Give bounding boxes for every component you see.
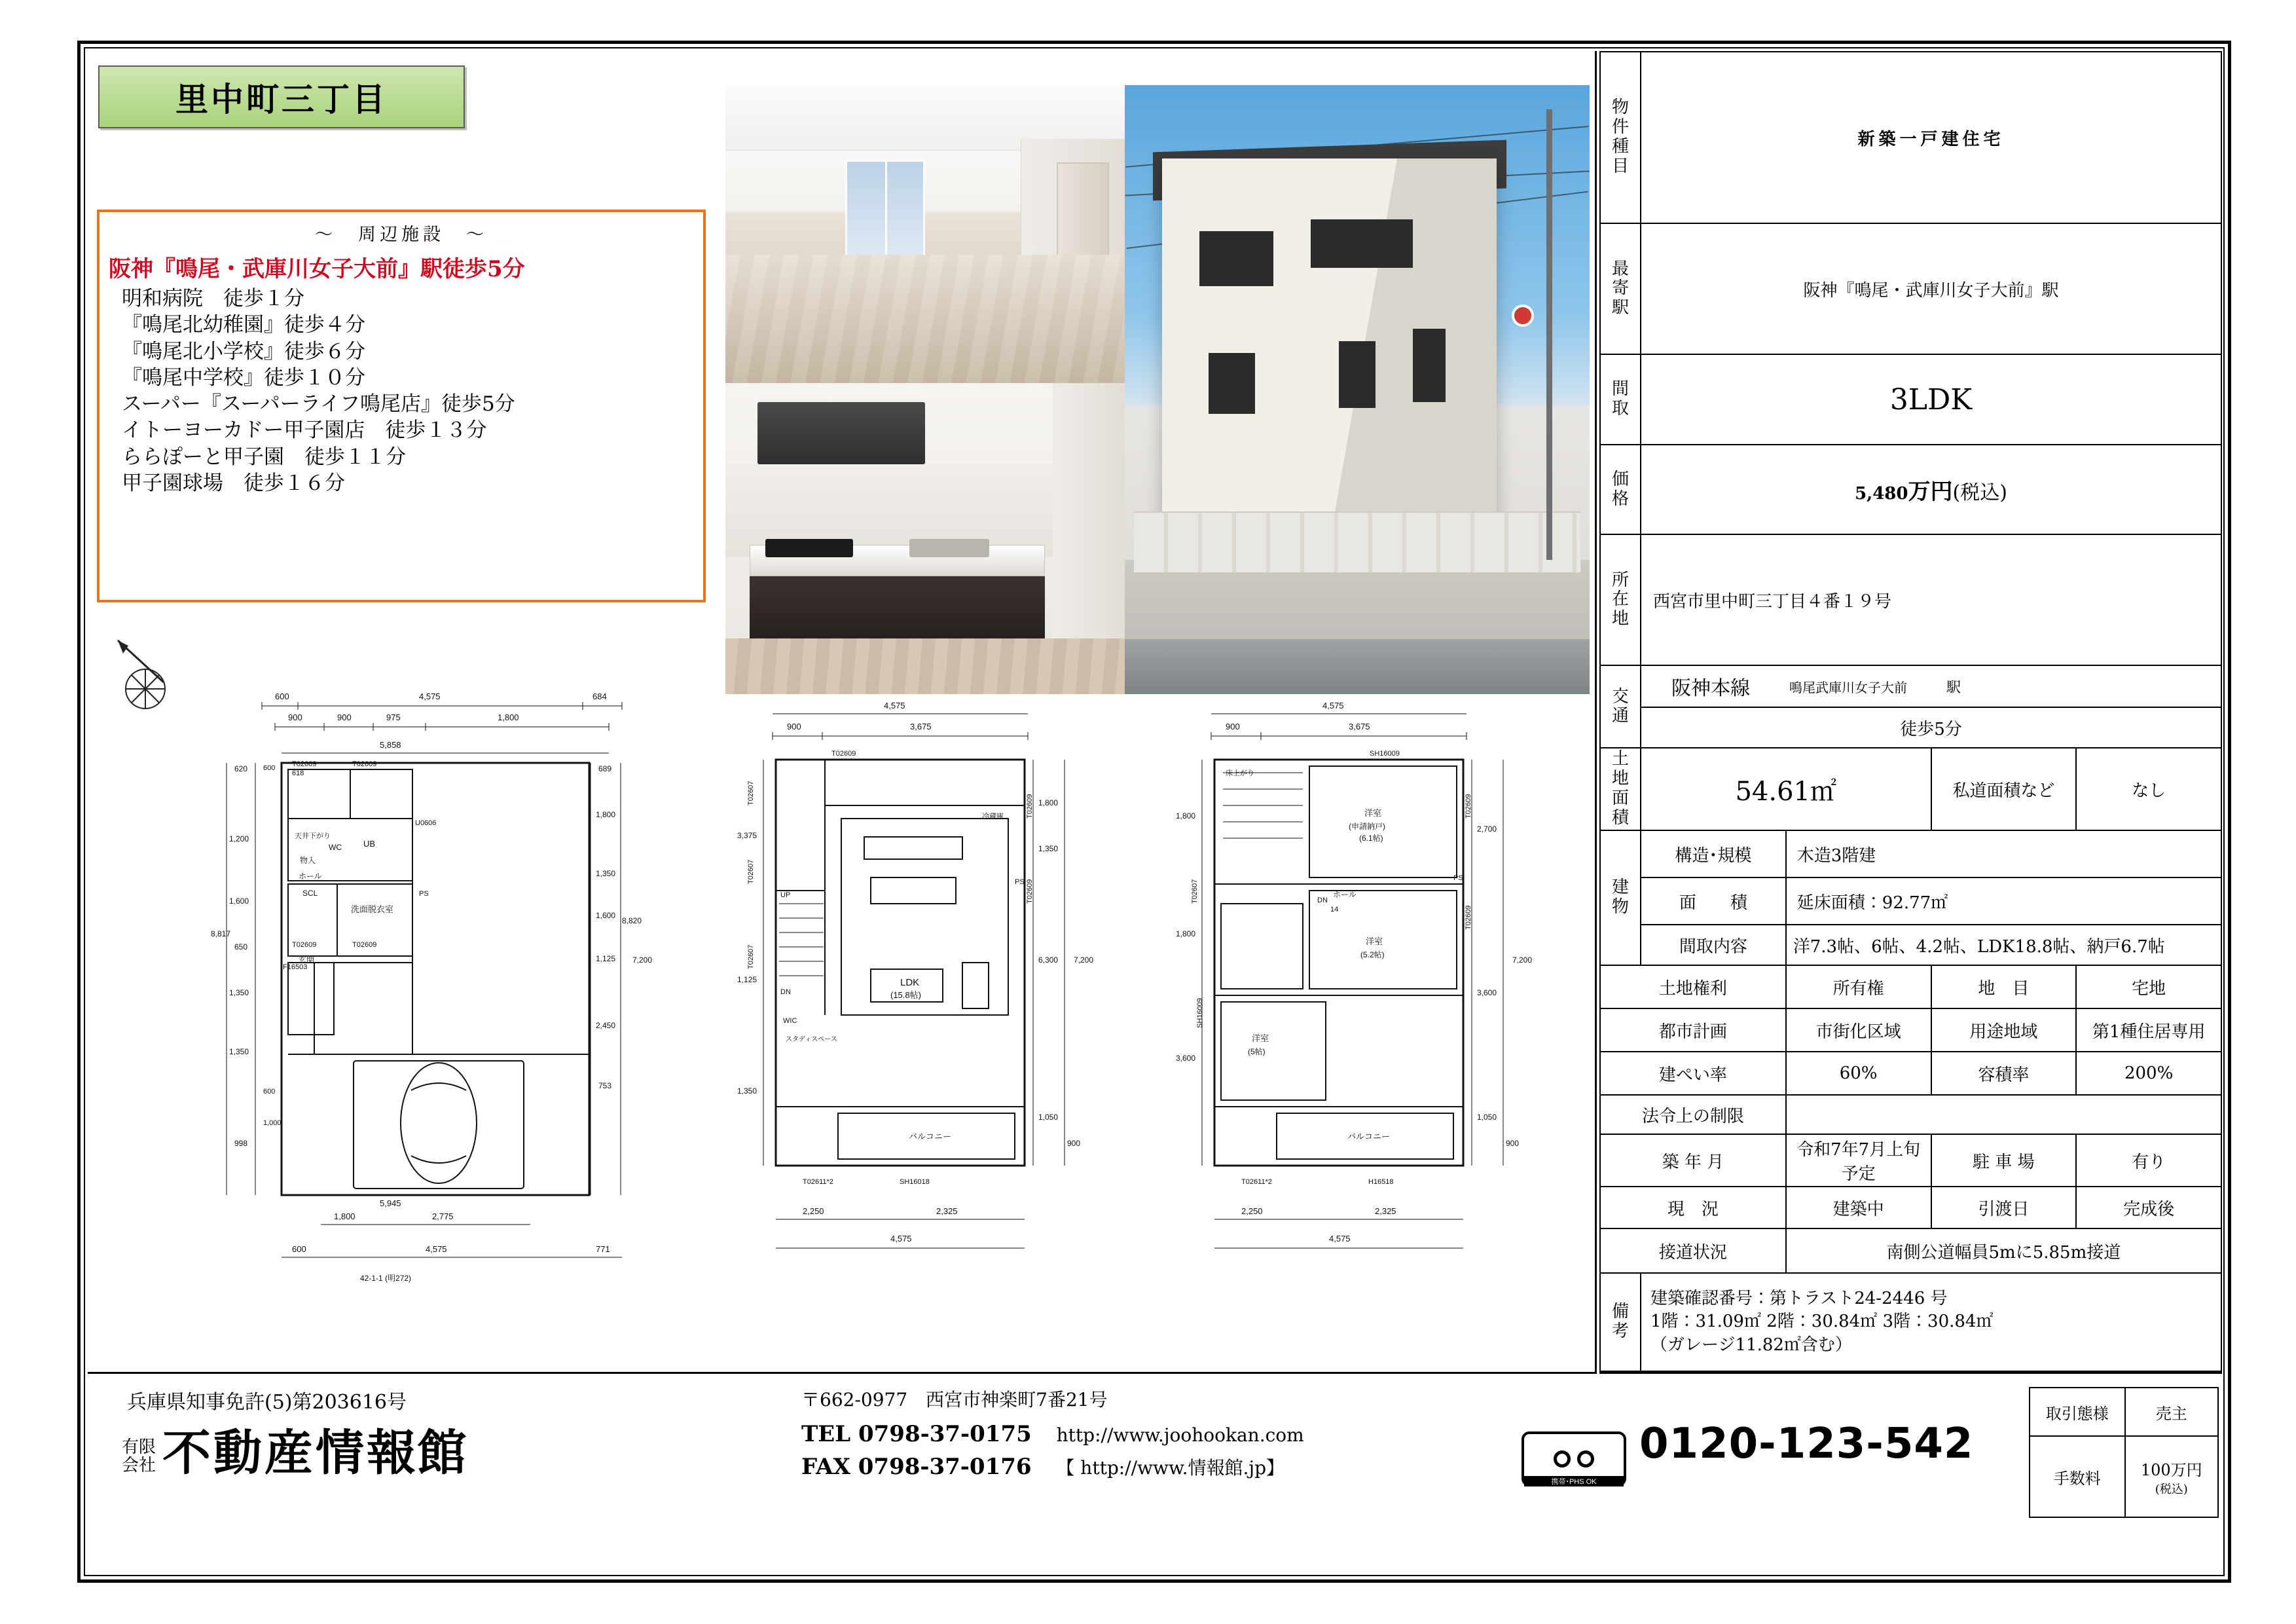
- svg-text:2,775: 2,775: [432, 1211, 454, 1221]
- svg-text:689: 689: [598, 764, 612, 773]
- property-title-badge: [98, 65, 465, 128]
- contact-block: [801, 1386, 1304, 1480]
- svg-text:4,575: 4,575: [426, 1244, 447, 1254]
- svg-text:1,800: 1,800: [596, 810, 616, 819]
- svg-text:冷蔵庫: 冷蔵庫: [982, 813, 1004, 821]
- svg-text:床上がり: 床上がり: [1226, 769, 1254, 777]
- svg-text:900: 900: [1067, 1139, 1081, 1148]
- facilities-list: [100, 286, 703, 496]
- fax-label: FAX: [801, 1454, 850, 1480]
- spec-label-access: 交通: [1600, 665, 1641, 748]
- spec-value-far: 200%: [2076, 1052, 2221, 1095]
- access-station-suffix: 駅: [1946, 679, 1961, 696]
- floorplan-3f: [1113, 688, 1545, 1264]
- svg-text:600: 600: [275, 692, 289, 701]
- svg-text:900: 900: [288, 712, 302, 722]
- svg-text:洋室: 洋室: [1252, 1033, 1269, 1043]
- list-item: 『鳴尾北幼稚園』徒歩４分: [122, 313, 365, 337]
- svg-text:3,600: 3,600: [1176, 1054, 1196, 1063]
- svg-text:1,125: 1,125: [737, 975, 757, 984]
- svg-text:UB: UB: [363, 839, 376, 849]
- svg-text:T02607: T02607: [747, 944, 755, 969]
- deal-type-value: 売主: [2125, 1388, 2218, 1436]
- svg-text:618: 618: [292, 769, 304, 777]
- svg-text:T02607: T02607: [747, 859, 755, 884]
- spec-label-rooms: 間取内容: [1641, 925, 1786, 965]
- svg-text:1,350: 1,350: [1038, 844, 1059, 853]
- footer: [88, 1374, 2222, 1574]
- floorplan-1f: [164, 688, 674, 1290]
- spec-value-rooms: 洋7.3帖、6帖、4.2帖、LDK18.8帖、納戸6.7帖: [1786, 925, 2221, 965]
- svg-text:684: 684: [592, 692, 607, 701]
- svg-text:T02609: T02609: [292, 760, 317, 768]
- spec-label-legal: 法令上の制限: [1600, 1095, 1786, 1134]
- spec-value-access-walk: 徒歩5分: [1641, 707, 2221, 748]
- spec-label-land: 土地面積: [1600, 748, 1641, 830]
- spec-value-build-date: 令和7年7月上旬予定: [1786, 1134, 1931, 1187]
- deal-info-table: [2029, 1387, 2219, 1518]
- floorplan-2f: [674, 688, 1106, 1264]
- table-row: [1600, 1273, 2221, 1371]
- deal-type-label: 取引態様: [2030, 1388, 2125, 1436]
- svg-text:650: 650: [234, 942, 248, 951]
- svg-text:998: 998: [234, 1139, 248, 1148]
- svg-text:620: 620: [234, 764, 248, 773]
- svg-text:2,450: 2,450: [596, 1021, 616, 1030]
- svg-text:1,600: 1,600: [596, 911, 616, 920]
- spec-label-area: 面 積: [1641, 877, 1786, 925]
- price-unit: 万円: [1908, 479, 1953, 506]
- spec-label-city-plan: 都市計画: [1600, 1008, 1786, 1052]
- list-item: イトーヨーカドー甲子園店 徒歩１３分: [122, 418, 487, 443]
- spec-value-city-plan: 市街化区域: [1786, 1008, 1931, 1052]
- spec-label-parking: 駐 車 場: [1931, 1134, 2077, 1187]
- spec-label-handover: 引渡日: [1931, 1187, 2077, 1228]
- plan-footnote: 42-1-1 (明272): [360, 1274, 412, 1283]
- svg-text:物入: 物入: [300, 856, 316, 865]
- table-row: [1600, 830, 2221, 877]
- svg-text:1,350: 1,350: [229, 988, 249, 997]
- table-row: [1600, 1052, 2221, 1095]
- company-prefix-line1: 有限: [122, 1437, 156, 1458]
- svg-text:PS: PS: [1453, 874, 1463, 882]
- svg-text:3,675: 3,675: [1349, 722, 1370, 731]
- company-name: 不動産情報館: [162, 1425, 469, 1481]
- svg-text:1,125: 1,125: [596, 954, 616, 963]
- svg-text:玄関: 玄関: [299, 955, 315, 965]
- svg-text:(申請納戸): (申請納戸): [1349, 822, 1385, 831]
- svg-text:14: 14: [1330, 906, 1339, 913]
- spec-value-land-right: 所有権: [1786, 965, 1931, 1008]
- spec-value-chimoku: 宅地: [2076, 965, 2221, 1008]
- exterior-photo: [1125, 85, 1590, 694]
- table-row: [1600, 1228, 2221, 1273]
- svg-text:WC: WC: [329, 843, 342, 852]
- fee-amount: 100万円: [2140, 1460, 2202, 1479]
- svg-text:ホール: ホール: [1333, 890, 1357, 899]
- remarks-line-3: （ガレージ11.82㎡含む）: [1650, 1335, 1852, 1355]
- spec-table: [1599, 51, 2222, 1372]
- svg-text:T02609: T02609: [352, 941, 377, 949]
- table-row: [1600, 1187, 2221, 1228]
- svg-text:771: 771: [596, 1244, 610, 1254]
- svg-text:PS: PS: [1015, 878, 1025, 886]
- svg-text:1,800: 1,800: [1176, 929, 1196, 938]
- svg-text:5,945: 5,945: [380, 1198, 401, 1208]
- svg-text:5,858: 5,858: [380, 740, 401, 750]
- svg-text:T02609: T02609: [831, 750, 856, 758]
- svg-text:3,675: 3,675: [910, 722, 932, 731]
- svg-text:T02607: T02607: [1191, 879, 1199, 904]
- spec-value-private-road: なし: [2076, 748, 2221, 830]
- fee-value: [2125, 1436, 2218, 1517]
- spec-value-type: 新築一戸建住宅: [1641, 52, 2221, 223]
- table-row: [1600, 748, 2221, 830]
- table-row: [1600, 707, 2221, 748]
- access-station: 鳴尾武庫川女子大前: [1789, 679, 1907, 695]
- svg-text:3,375: 3,375: [737, 831, 757, 840]
- svg-text:(6.1帖): (6.1帖): [1359, 834, 1383, 843]
- list-item: スーパー『スーパーライフ鳴尾店』徒歩5分: [122, 392, 515, 416]
- svg-text:WIC: WIC: [783, 1017, 797, 1025]
- spec-label-road: 接道状況: [1600, 1228, 1786, 1273]
- svg-text:900: 900: [1506, 1139, 1520, 1148]
- table-row: [1600, 665, 2221, 707]
- table-row: [1600, 877, 2221, 925]
- svg-text:8,817: 8,817: [211, 929, 231, 938]
- svg-text:753: 753: [598, 1081, 612, 1090]
- svg-text:1,800: 1,800: [1176, 811, 1196, 821]
- svg-text:1,350: 1,350: [737, 1086, 757, 1096]
- homepage-jp-link[interactable]: 【 http://www.情報館.jp】: [1056, 1457, 1285, 1479]
- svg-text:H16518: H16518: [1368, 1178, 1394, 1186]
- spec-value-address: 西宮市里中町三丁目４番１９号: [1641, 534, 2221, 665]
- svg-text:T02609: T02609: [292, 941, 317, 949]
- remarks-line-2: 1階：31.09㎡ 2階：30.84㎡ 3階：30.84㎡: [1650, 1312, 1994, 1332]
- table-row: [1600, 1134, 2221, 1187]
- spec-label-type: 物件種目: [1600, 52, 1641, 223]
- svg-text:1,050: 1,050: [1038, 1113, 1059, 1122]
- svg-text:洗面脱衣室: 洗面脱衣室: [351, 904, 394, 914]
- svg-text:1,800: 1,800: [334, 1211, 355, 1221]
- svg-text:SH16009: SH16009: [1370, 750, 1400, 758]
- svg-text:SH16018: SH16018: [900, 1178, 930, 1186]
- svg-text:T02609: T02609: [1465, 905, 1472, 930]
- svg-text:2,325: 2,325: [936, 1206, 958, 1216]
- svg-text:1,350: 1,350: [229, 1047, 249, 1056]
- svg-text:洋室: 洋室: [1366, 936, 1383, 946]
- fax-row: [801, 1454, 1304, 1480]
- svg-text:600: 600: [292, 1244, 306, 1254]
- spec-value-land: 54.61㎡: [1641, 748, 1931, 830]
- company-prefix: [122, 1439, 156, 1475]
- svg-text:T02609: T02609: [1026, 879, 1034, 904]
- svg-text:DN: DN: [780, 988, 791, 996]
- table-row: [1600, 1008, 2221, 1052]
- spec-label-station: 最寄駅: [1600, 223, 1641, 354]
- svg-text:1,800: 1,800: [1038, 798, 1059, 807]
- spec-value-layout: 3LDK: [1641, 354, 2221, 445]
- svg-text:1,050: 1,050: [1477, 1113, 1497, 1122]
- table-row: [1600, 223, 2221, 354]
- svg-text:2,700: 2,700: [1477, 824, 1497, 834]
- tel-label: TEL: [801, 1421, 851, 1447]
- svg-text:F16503: F16503: [283, 963, 308, 971]
- svg-text:1,200: 1,200: [229, 834, 249, 843]
- company-prefix-line2: 会社: [122, 1455, 156, 1475]
- svg-text:洋室: 洋室: [1364, 808, 1382, 818]
- svg-text:600: 600: [263, 764, 276, 772]
- table-row: [2030, 1388, 2218, 1436]
- spec-value-status: 建築中: [1786, 1187, 1931, 1228]
- table-row: [1600, 445, 2221, 535]
- spec-value-area: 延床面積：92.77㎡: [1786, 877, 2221, 925]
- table-row: [1600, 52, 2221, 223]
- spec-value-legal: [1786, 1095, 2221, 1134]
- list-item: 『鳴尾中学校』徒歩１０分: [122, 365, 365, 390]
- svg-text:U0606: U0606: [415, 819, 437, 827]
- license-number: 兵庫県知事免許(5)第203616号: [127, 1391, 407, 1414]
- spec-value-remarks: [1641, 1273, 2221, 1371]
- svg-text:UP: UP: [780, 891, 791, 899]
- svg-text:(5.2帖): (5.2帖): [1360, 950, 1385, 959]
- kitchen-photo: [725, 383, 1125, 694]
- svg-text:900: 900: [1226, 722, 1240, 731]
- svg-text:バルコニー: バルコニー: [909, 1132, 952, 1141]
- svg-text:1,800: 1,800: [498, 712, 519, 722]
- svg-text:ホール: ホール: [299, 872, 322, 881]
- svg-text:T02609: T02609: [352, 760, 377, 768]
- svg-text:1,000: 1,000: [263, 1119, 282, 1127]
- facilities-heading: ～ 周辺施設 ～: [315, 225, 488, 245]
- svg-text:T02609: T02609: [1465, 794, 1472, 819]
- svg-text:T02611*2: T02611*2: [803, 1178, 833, 1186]
- table-row: [1600, 534, 2221, 665]
- svg-text:1,350: 1,350: [596, 869, 616, 878]
- homepage-link[interactable]: http://www.joohookan.com: [1056, 1424, 1304, 1446]
- svg-text:(5帖): (5帖): [1248, 1047, 1266, 1056]
- svg-text:2,250: 2,250: [1241, 1206, 1263, 1216]
- company-name-block: [122, 1414, 469, 1484]
- svg-text:スタディスペース: スタディスペース: [786, 1036, 837, 1043]
- svg-text:8,820: 8,820: [622, 916, 642, 925]
- svg-text:3,600: 3,600: [1477, 988, 1497, 997]
- svg-text:LDK: LDK: [900, 977, 920, 988]
- table-row: [1600, 925, 2221, 965]
- living-room-photo: [725, 85, 1125, 383]
- spec-label-build-date: 築 年 月: [1600, 1134, 1786, 1187]
- svg-text:4,575: 4,575: [1329, 1234, 1351, 1244]
- property-title-text: 里中町三丁目: [175, 80, 388, 119]
- spec-value-road: 南側公道幅員5mに5.85m接道: [1786, 1228, 2221, 1273]
- specification-table: [1599, 51, 2222, 1374]
- svg-text:T02609: T02609: [1026, 794, 1034, 819]
- svg-text:600: 600: [263, 1088, 276, 1096]
- fee-tax: (税込): [2155, 1482, 2188, 1496]
- spec-label-far: 容積率: [1931, 1052, 2077, 1095]
- fee-label: 手数料: [2030, 1436, 2125, 1517]
- svg-text:4,575: 4,575: [1322, 701, 1344, 710]
- spec-label-remarks: 備 考: [1600, 1273, 1641, 1371]
- spec-label-status: 現 況: [1600, 1187, 1786, 1228]
- svg-text:4,575: 4,575: [419, 692, 441, 701]
- spec-label-building: 建物: [1600, 830, 1641, 965]
- access-railway: 阪神本線: [1671, 677, 1750, 701]
- svg-text:1,600: 1,600: [229, 896, 249, 906]
- free-dial-icon: [1522, 1431, 1626, 1486]
- table-row: [2030, 1436, 2218, 1517]
- spec-value-price: [1641, 445, 2221, 535]
- svg-text:天井下がり: 天井下がり: [295, 832, 331, 840]
- spec-label-chimoku: 地 目: [1931, 965, 2077, 1008]
- remarks-line-1: 建築確認番号：第トラスト24-2446 号: [1650, 1289, 1948, 1309]
- svg-text:6,300: 6,300: [1038, 955, 1059, 965]
- svg-text:SCL: SCL: [302, 889, 318, 898]
- list-item: 明和病院 徒歩１分: [122, 287, 304, 310]
- free-dial-glyph: [1554, 1450, 1594, 1467]
- svg-text:4,575: 4,575: [890, 1234, 912, 1244]
- spec-value-bcr: 60%: [1786, 1052, 1931, 1095]
- price-number: 5,480: [1855, 484, 1908, 504]
- svg-text:2,325: 2,325: [1375, 1206, 1396, 1216]
- spec-label-private-road: 私道面積など: [1931, 748, 2077, 830]
- company-address: 〒662-0977 西宮市神楽町7番21号: [801, 1389, 1108, 1411]
- tel-number: 0798-37-0175: [858, 1421, 1032, 1447]
- svg-text:(15.8帖): (15.8帖): [890, 990, 921, 1000]
- spec-value-handover: 完成後: [2076, 1187, 2221, 1228]
- svg-text:T02611*2: T02611*2: [1241, 1178, 1272, 1186]
- svg-text:900: 900: [337, 712, 352, 722]
- spec-label-land-right: 土地権利: [1600, 965, 1786, 1008]
- spec-label-structure: 構造･規模: [1641, 830, 1786, 877]
- list-item: 『鳴尾北小学校』徒歩６分: [122, 339, 365, 363]
- svg-text:PS: PS: [419, 890, 429, 898]
- list-item: 甲子園球場 徒歩１６分: [122, 471, 345, 496]
- svg-text:DN: DN: [1317, 896, 1328, 904]
- svg-text:7,200: 7,200: [1074, 955, 1094, 965]
- spec-label-use-district: 用途地域: [1931, 1008, 2077, 1052]
- svg-text:T02607: T02607: [747, 781, 755, 805]
- list-item: ららぽーと甲子園 徒歩１１分: [122, 445, 406, 469]
- spec-value-structure: 木造3階建: [1786, 830, 2221, 877]
- spec-value-use-district: 第1種住居専用: [2076, 1008, 2221, 1052]
- svg-text:7,200: 7,200: [632, 955, 653, 965]
- svg-text:2,250: 2,250: [803, 1206, 824, 1216]
- spec-label-layout: 間取: [1600, 354, 1641, 445]
- svg-text:4,575: 4,575: [884, 701, 905, 710]
- price-tax: (税込): [1952, 481, 2007, 505]
- table-row: [1600, 1095, 2221, 1134]
- svg-text:900: 900: [787, 722, 801, 731]
- svg-text:7,200: 7,200: [1512, 955, 1533, 965]
- spec-label-bcr: 建ぺい率: [1600, 1052, 1786, 1095]
- phs-caption: 携帯･PHS OK: [1524, 1476, 1624, 1486]
- svg-text:SH16009: SH16009: [1196, 998, 1204, 1028]
- spec-value-station: 阪神『鳴尾・武庫川女子大前』駅: [1641, 223, 2221, 354]
- spec-label-price: 価格: [1600, 445, 1641, 535]
- svg-text:975: 975: [386, 712, 401, 722]
- spec-value-parking: 有り: [2076, 1134, 2221, 1187]
- svg-text:バルコニー: バルコニー: [1347, 1132, 1391, 1141]
- nearby-facilities-box: [97, 210, 706, 602]
- table-row: [1600, 354, 2221, 445]
- free-dial-number: 0120-123-542: [1639, 1420, 1974, 1468]
- telephone-row: [801, 1421, 1304, 1447]
- fax-number: 0798-37-0176: [858, 1454, 1032, 1480]
- spec-value-access-line: [1641, 665, 2221, 707]
- spec-label-address: 所在地: [1600, 534, 1641, 665]
- table-row: [1600, 965, 2221, 1008]
- facilities-highlight: 阪神『鳴尾・武庫川女子大前』駅徒歩5分: [109, 256, 525, 282]
